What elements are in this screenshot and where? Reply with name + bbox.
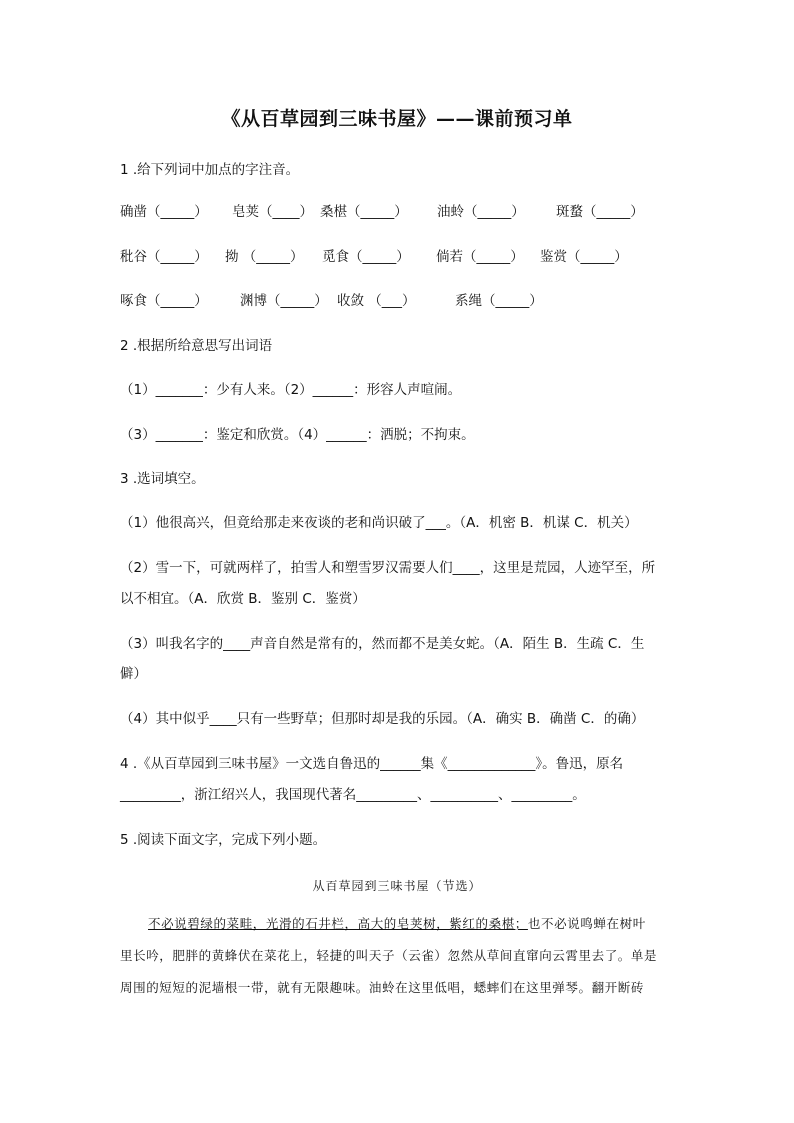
passage-text: 也不必说鸣蝉在树叶 [527,916,646,931]
q1-item: 皂荚（____） [232,204,313,220]
q1-item: 系绳（_____） [455,293,543,309]
q1-item: 渊博（_____） [240,293,328,309]
q3-item-3-line-2: 僻） [120,666,147,682]
q1-item: 收敛 （___） [337,293,416,309]
passage-title: 从百草园到三味书屋（节选） [312,879,482,893]
q2-line-1: （1）_______：少有人来。（2）______：形容人声喧闹。 [120,382,462,398]
q3-item-2-line-1: （2）雪一下，可就两样了，拍雪人和塑雪罗汉需要人们____，这里是荒园，人迹罕至，所 [120,560,656,576]
q3-item-3-line-1: （3）叫我名字的____声音自然是常有的，然而都不是美女蛇。（A．陌生 B．生疏 C．生 [120,636,645,652]
q1-item: 桑椹（_____） [320,204,408,220]
passage-line-2: 里长吟，肥胖的黄蜂伏在菜花上，轻捷的叫天子（云雀）忽然从草间直窜向云霄里去了。单是 [120,948,658,963]
q2-heading: 2 .根据所给意思写出词语 [120,338,273,354]
q1-item: 拗 （_____） [225,249,304,265]
q1-item: 倘若（_____） [436,249,524,265]
q3-heading: 3 .选词填空。 [120,471,205,487]
q4-line-2: _________，浙江绍兴人，我国现代著名_________、__________、_________。 [120,787,586,803]
q1-item: 啄食（_____） [120,293,208,309]
q3-item-2-line-2: 以不相宜。（A．欣赏 B．鉴别 C．鉴赏） [120,591,366,607]
q1-item: 油蛉（_____） [437,204,525,220]
q1-item: 秕谷（_____） [120,249,208,265]
q1-heading: 1 .给下列词中加点的字注音。 [120,162,300,178]
passage-underlined-text: 不必说碧绿的菜畦，光滑的石井栏，高大的皂荚树，紫红的桑椹； [148,916,528,931]
q3-item-4: （4）其中似乎____只有一些野草；但那时却是我的乐园。（A．确实 B．确凿 C．的确） [120,711,645,727]
q4-line-1: 4 .《从百草园到三味书屋》一文选自鲁迅的______集《_____________》。鲁迅，原名 [120,756,624,772]
page-title: 《从百草园到三味书屋》——课前预习单 [221,108,573,130]
passage-line-1 [148,914,676,934]
q2-line-2: （3）_______：鉴定和欣赏。（4）______：洒脱；不拘束。 [120,427,475,443]
q1-item: 鉴赏（_____） [540,249,628,265]
q3-item-1: （1）他很高兴，但竟给那走来夜谈的老和尚识破了___。（A．机密 B．机谋 C．机关） [120,515,638,531]
q1-item: 确凿（_____） [120,204,208,220]
passage-line-3: 周围的短短的泥墙根一带，就有无限趣味。油蛉在这里低唱，蟋蟀们在这里弹琴。翻开断砖 [120,980,645,995]
q5-heading: 5 .阅读下面文字，完成下列小题。 [120,832,327,848]
q1-item: 斑蝥（_____） [556,204,644,220]
q1-item: 觅食（_____） [322,249,410,265]
